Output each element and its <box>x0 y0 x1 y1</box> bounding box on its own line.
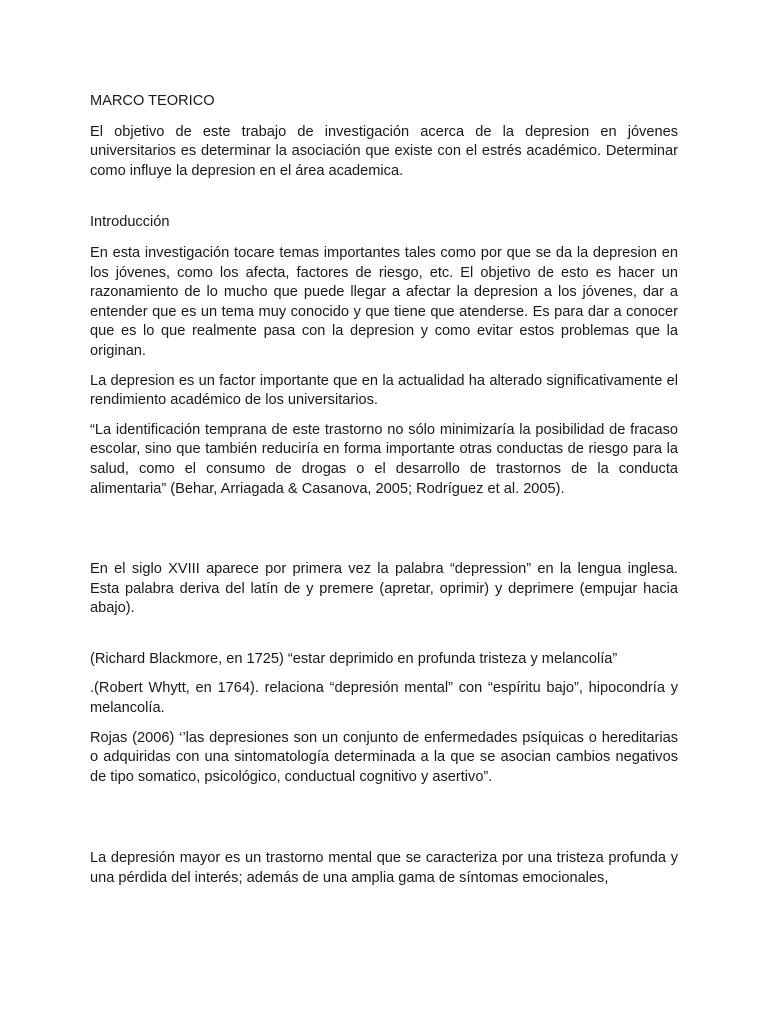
quote-paragraph: “La identificación temprana de este trastorno no sólo minimizaría la posibilidad de fracaso escolar, sino que también reduciría en forma importante otras conductas de riesgo para la salud, como el consumo de drogas o el desarrollo de trastornos de la conducta alimentaria” (Behar, Arriagada & Casanova, 2005; Rodríguez et al. 2005). <box>90 421 678 497</box>
document-body <box>90 92 678 899</box>
objective-paragraph: El objetivo de este trabajo de investigación acerca de la depresion en jóvenes universitarios es determinar la asociación que existe con el estrés académico. Determinar como influye la depresion en el área academica. <box>90 123 678 179</box>
document-title: MARCO TEORICO <box>90 93 215 109</box>
blackmore-paragraph: (Richard Blackmore, en 1725) “estar deprimido en profunda tristeza y melancolía” <box>90 650 618 667</box>
whytt-paragraph: .(Robert Whytt, en 1764). relaciona “depresión mental” con “espíritu bajo”, hipocondría y melancolía. <box>90 680 678 717</box>
rojas-paragraph: Rojas (2006) ‘’las depresiones son un conjunto de enfermedades psíquicas o hereditarias o adquiridas con una sintomatología determinada a la que se asocian cambios negativos de tipo somatico, psicológico, conductual cognitivo y asertivo”. <box>90 729 678 785</box>
history-paragraph: En el siglo XVIII aparece por primera vez la palabra “depression” en la lengua inglesa. Esta palabra deriva del latín de y premere (apretar, oprimir) y deprimere (empujar hacia abajo). <box>90 561 678 617</box>
intro-heading: Introducción <box>90 214 170 231</box>
major-depression-paragraph: La depresión mayor es un trastorno mental que se caracteriza por una tristeza profunda y una pérdida del interés; además de una amplia gama de síntomas emocionales, <box>90 850 678 887</box>
intro-paragraph-2: La depresion es un factor importante que en la actualidad ha alterado significativamente el rendimiento académico de los universitarios. <box>90 372 678 409</box>
intro-paragraph-1: En esta investigación tocare temas importantes tales como por que se da la depresion en los jóvenes, como los afecta, factores de riesgo, etc. El objetivo de esto es hacer un razonamiento de lo mucho que puede llegar a afectar la depresion a los jóvenes, dar a entender que es un tema muy conocido y que tiene que atenderse. Es para dar a conocer que es lo que realmente pasa con la depresion y como evitar estos problemas que la originan. <box>90 244 678 359</box>
